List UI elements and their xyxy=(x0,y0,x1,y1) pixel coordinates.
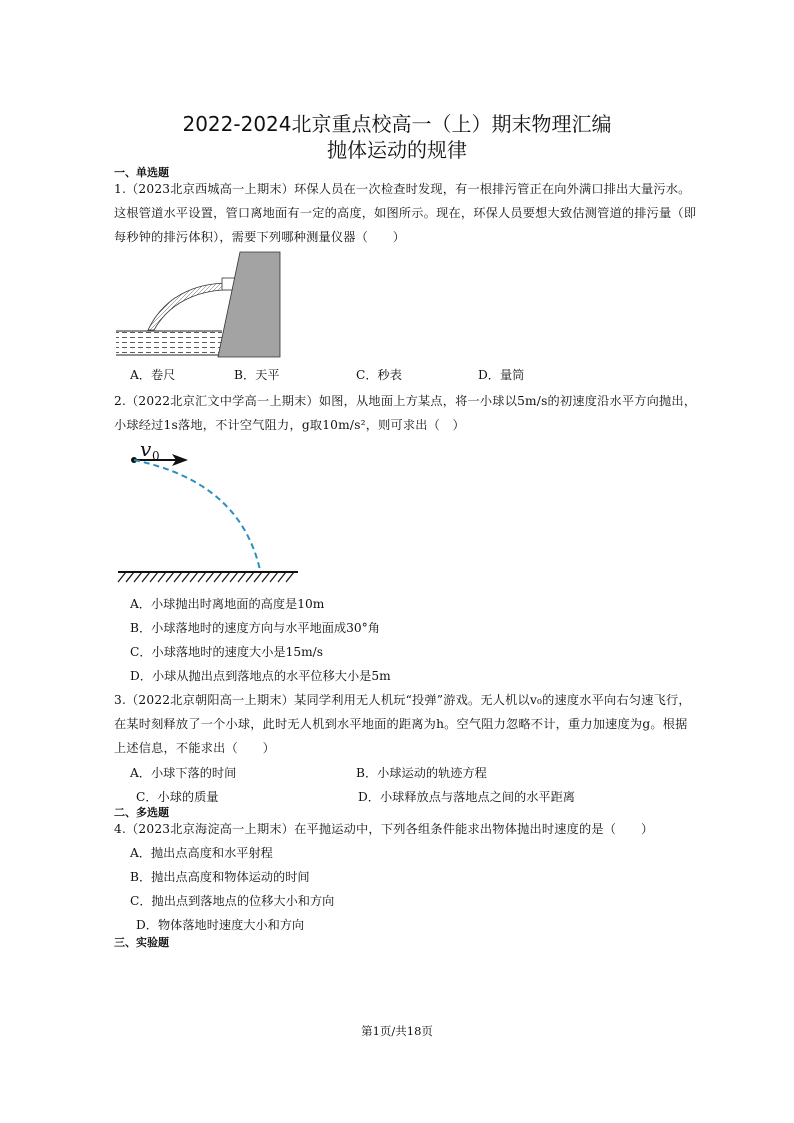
q4-option-d: D．物体落地时速度大小和方向 xyxy=(136,918,305,932)
q1-drainpipe-figure xyxy=(114,250,284,360)
q2-option-d: D．小球从抛出点到落地点的水平位移大小是5m xyxy=(130,669,391,683)
q1-option-d: D．量筒 xyxy=(478,368,525,382)
q3-option-a: A．小球下落的时间 xyxy=(130,766,237,780)
q2-text-line2: 小球经过1s落地，不计空气阻力，g取10m/s²，则可求出（ ） xyxy=(114,418,465,432)
section-heading-experiment: 三、实验题 xyxy=(114,936,169,949)
q1-text-line3: 每秒钟的排污体积），需要下列哪种测量仪器（ ） xyxy=(114,230,406,244)
q2-option-a: A．小球抛出时离地面的高度是10m xyxy=(130,597,325,611)
q3-option-d: D．小球释放点与落地点之间的水平距离 xyxy=(358,790,575,804)
q4-text-line1: 4.（2023北京海淀高一上期末）在平抛运动中，下列各组条件能求出物体抛出时速度的是（ ） xyxy=(114,822,654,836)
q4-option-c: C．抛出点到落地点的位移大小和方向 xyxy=(130,894,335,908)
q4-option-a: A．抛出点高度和水平射程 xyxy=(130,846,273,860)
q3-text-line2: 在某时刻释放了一个小球，此时无人机到水平地面的距离为h。空气阻力忽略不计，重力加速度为g。根据 xyxy=(114,717,688,731)
q3-text-line3: 上述信息，不能求出（ ） xyxy=(114,741,276,755)
q1-text-line1: 1.（2023北京西城高一上期末）环保人员在一次检查时发现，有一根排污管正在向外满口排出大量污水。 xyxy=(114,182,691,196)
q3-text-line1: 3.（2022北京朝阳高一上期末）某同学利用无人机玩“投弹”游戏。无人机以v₀的速度水平向右匀速飞行， xyxy=(114,693,691,707)
q1-option-b: B．天平 xyxy=(234,368,280,382)
velocity-subscript: 0 xyxy=(152,449,160,463)
ground-hatching xyxy=(118,572,294,582)
section-heading-single-choice: 一、单选题 xyxy=(114,166,169,179)
q1-text-line2: 这根管道水平设置，管口离地面有一定的高度，如图所示。现在，环保人员要想大致估测管道的排污量（即 xyxy=(114,206,697,220)
section-heading-multiple-choice: 二、多选题 xyxy=(114,806,169,819)
water-surface xyxy=(116,332,222,355)
q2-text-line1: 2.（2022北京汇文中学高一上期末）如图，从地面上方某点，将一小球以5m/s的初速度沿水平方向抛出， xyxy=(114,394,697,408)
q4-option-b: B．抛出点高度和物体运动的时间 xyxy=(130,870,310,884)
velocity-label: v xyxy=(140,437,152,461)
document-subtitle: 抛体运动的规律 xyxy=(327,138,467,162)
q3-option-c: C．小球的质量 xyxy=(136,790,219,804)
document-title: 2022-2024北京重点校高一（上）期末物理汇编 xyxy=(182,112,612,136)
q1-option-a: A．卷尺 xyxy=(130,368,176,382)
q1-option-c: C．秒表 xyxy=(356,368,402,382)
q2-option-b: B．小球落地时的速度方向与水平地面成30°角 xyxy=(130,621,380,635)
trajectory-curve xyxy=(134,460,260,570)
q2-projectile-figure xyxy=(114,436,304,586)
page-footer: 第1页/共18页 xyxy=(361,1024,433,1038)
wall xyxy=(218,252,280,357)
q3-option-b: B．小球运动的轨迹方程 xyxy=(356,766,487,780)
q2-option-c: C．小球落地时的速度大小是15m/s xyxy=(130,645,324,659)
